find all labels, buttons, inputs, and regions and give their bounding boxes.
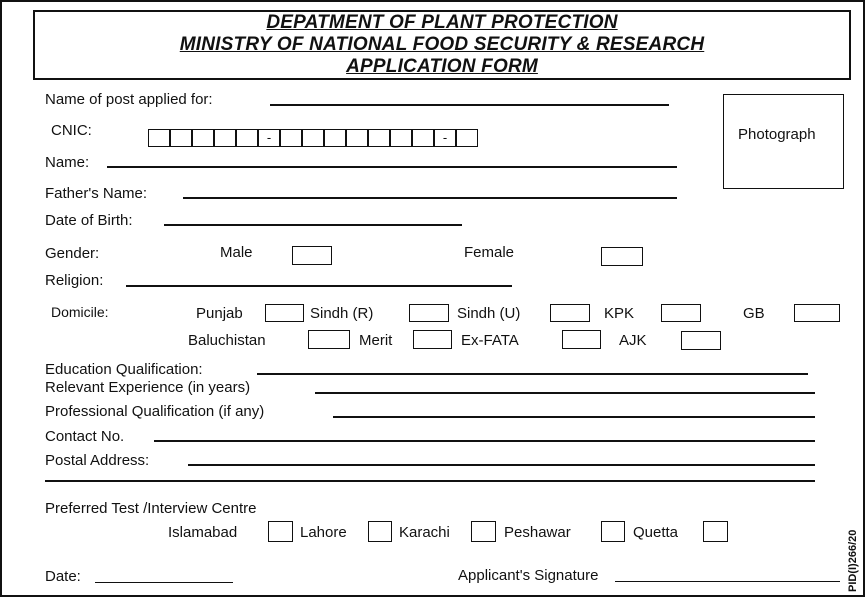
centre-islamabad-checkbox[interactable] xyxy=(268,521,293,542)
header-department: DEPATMENT OF PLANT PROTECTION xyxy=(266,12,618,33)
religion-line[interactable] xyxy=(126,285,512,287)
cnic-digit[interactable] xyxy=(148,129,170,147)
dob-line[interactable] xyxy=(164,224,462,226)
contact-line[interactable] xyxy=(154,440,815,442)
centre-islamabad-label: Islamabad xyxy=(168,524,238,541)
post-line[interactable] xyxy=(270,104,669,106)
name-label: Name: xyxy=(45,154,90,171)
cnic-digit[interactable] xyxy=(170,129,192,147)
gender-female-label: Female xyxy=(464,244,515,261)
signature-line[interactable] xyxy=(615,581,840,582)
gender-male-label: Male xyxy=(220,244,253,261)
father-name-label: Father's Name: xyxy=(45,185,148,202)
professional-label: Professional Qualification (if any) xyxy=(45,403,265,420)
cnic-digit[interactable] xyxy=(390,129,412,147)
cnic-separator: - xyxy=(434,129,456,147)
centre-peshawar-checkbox[interactable] xyxy=(601,521,625,542)
cnic-separator: - xyxy=(258,129,280,147)
contact-label: Contact No. xyxy=(45,428,125,445)
header-form-title: APPLICATION FORM xyxy=(346,56,538,77)
experience-line[interactable] xyxy=(315,392,815,394)
dob-label: Date of Birth: xyxy=(45,212,133,229)
cnic-digit[interactable] xyxy=(324,129,346,147)
religion-label: Religion: xyxy=(45,272,104,289)
header-ministry: MINISTRY OF NATIONAL FOOD SECURITY & RESEARCH xyxy=(179,34,705,55)
domicile-sindh-u-checkbox[interactable] xyxy=(550,304,590,322)
gender-male-checkbox[interactable] xyxy=(292,246,332,265)
domicile-baluchistan-checkbox[interactable] xyxy=(308,330,350,349)
centre-karachi-label: Karachi xyxy=(399,524,450,541)
name-line[interactable] xyxy=(107,166,677,168)
cnic-digit[interactable] xyxy=(346,129,368,147)
cnic-digit[interactable] xyxy=(192,129,214,147)
date-line[interactable] xyxy=(95,582,233,583)
domicile-kpk-label: KPK xyxy=(604,305,635,322)
domicile-gb-label: GB xyxy=(743,305,765,322)
domicile-exfata-label: Ex-FATA xyxy=(461,332,519,349)
cnic-label: CNIC: xyxy=(51,122,92,139)
education-label: Education Qualification: xyxy=(45,361,203,378)
cnic-digit[interactable] xyxy=(214,129,236,147)
domicile-baluchistan-label: Baluchistan xyxy=(188,332,266,349)
cnic-digit[interactable] xyxy=(368,129,390,147)
date-label: Date: xyxy=(45,568,81,585)
post-label: Name of post applied for: xyxy=(45,91,213,108)
centre-karachi-checkbox[interactable] xyxy=(471,521,496,542)
cnic-digit[interactable] xyxy=(412,129,434,147)
domicile-merit-checkbox[interactable] xyxy=(413,330,452,349)
centre-lahore-checkbox[interactable] xyxy=(368,521,392,542)
domicile-exfata-checkbox[interactable] xyxy=(562,330,601,349)
domicile-kpk-checkbox[interactable] xyxy=(661,304,701,322)
domicile-merit-label: Merit xyxy=(359,332,393,349)
domicile-sindh-r-checkbox[interactable] xyxy=(409,304,449,322)
domicile-label: Domicile: xyxy=(51,304,109,320)
side-code: PID(I)266/20 xyxy=(847,529,859,592)
centre-quetta-label: Quetta xyxy=(633,524,679,541)
domicile-sindh-u-label: Sindh (U) xyxy=(457,305,521,322)
cnic-boxes[interactable] xyxy=(148,129,478,147)
photograph-label: Photograph xyxy=(738,126,816,143)
experience-label: Relevant Experience (in years) xyxy=(45,379,251,396)
photograph-box[interactable] xyxy=(723,94,844,189)
domicile-punjab-label: Punjab xyxy=(196,305,243,322)
cnic-digit[interactable] xyxy=(236,129,258,147)
centre-lahore-label: Lahore xyxy=(300,524,347,541)
father-name-line[interactable] xyxy=(183,197,677,199)
gender-label: Gender: xyxy=(45,245,100,262)
gender-female-checkbox[interactable] xyxy=(601,247,643,266)
domicile-ajk-checkbox[interactable] xyxy=(681,331,721,350)
domicile-punjab-checkbox[interactable] xyxy=(265,304,304,322)
domicile-sindh-r-label: Sindh (R) xyxy=(310,305,374,322)
domicile-gb-checkbox[interactable] xyxy=(794,304,840,322)
education-line[interactable] xyxy=(257,373,808,375)
signature-label: Applicant's Signature xyxy=(458,567,599,584)
cnic-digit[interactable] xyxy=(280,129,302,147)
centre-label: Preferred Test /Interview Centre xyxy=(45,500,257,517)
cnic-digit[interactable] xyxy=(302,129,324,147)
centre-peshawar-label: Peshawar xyxy=(504,524,571,541)
centre-quetta-checkbox[interactable] xyxy=(703,521,728,542)
postal-line[interactable] xyxy=(188,464,815,466)
postal-line-2[interactable] xyxy=(45,480,815,482)
postal-label: Postal Address: xyxy=(45,452,150,469)
cnic-digit[interactable] xyxy=(456,129,478,147)
form-header xyxy=(33,10,851,80)
domicile-ajk-label: AJK xyxy=(619,332,647,349)
professional-line[interactable] xyxy=(333,416,815,418)
